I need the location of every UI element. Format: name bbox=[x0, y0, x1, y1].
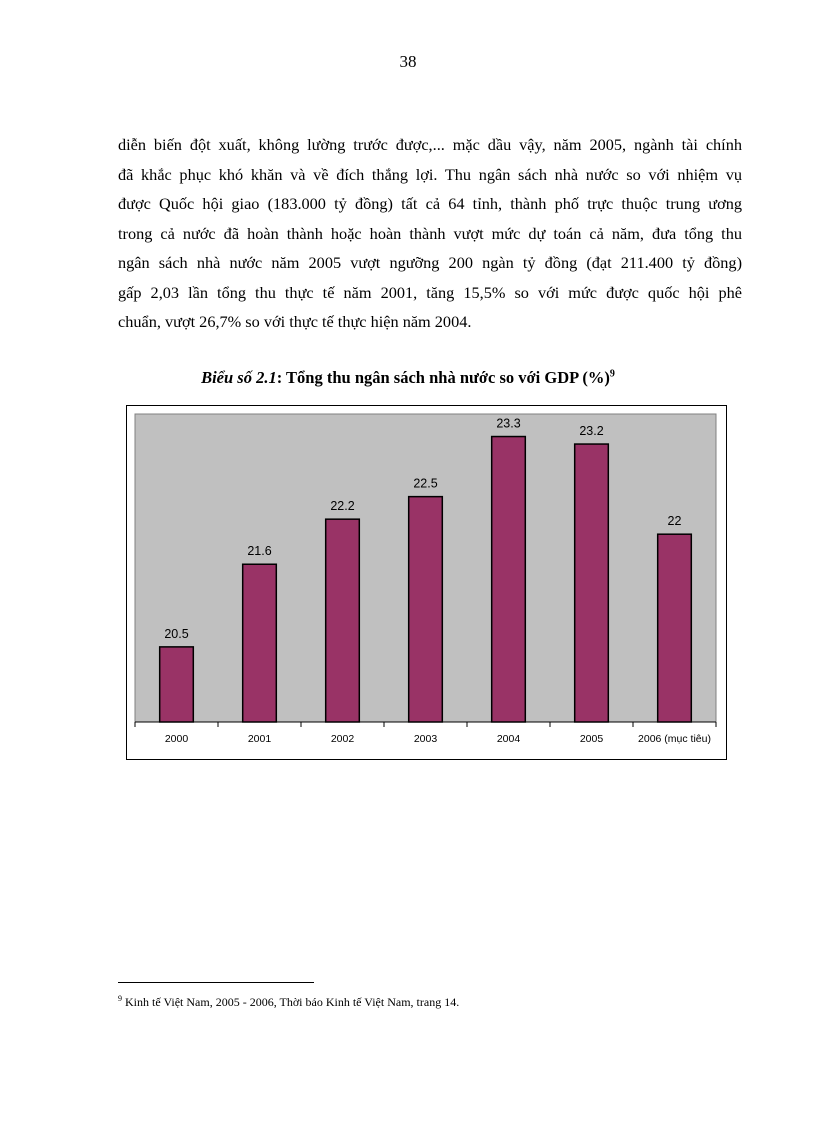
footnote-divider bbox=[118, 982, 314, 983]
body-line: đã khắc phục khó khăn và về đích thắng lợi. Thu ngân sách nhà nước so với nhiệm vụ bbox=[118, 164, 742, 184]
body-line: được Quốc hội giao (183.000 tỷ đồng) tất cả 64 tỉnh, thành phố trực thuộc trung ương bbox=[118, 194, 742, 213]
chart-caption bbox=[0, 368, 816, 388]
body-line: gấp 2,03 lần tổng thu thực tế năm 2001, tăng 15,5% so với mức được quốc hội phê bbox=[118, 282, 742, 302]
body-paragraph bbox=[118, 130, 742, 337]
body-line: chuẩn, vượt 26,7% so với thực tế thực hiện năm 2004. bbox=[118, 312, 472, 331]
data-label: 22 bbox=[667, 514, 682, 529]
body-line: ngân sách nhà nước năm 2005 vượt ngưỡng 200 ngàn tỷ đồng (đạt 211.400 tỷ đồng) bbox=[118, 253, 742, 272]
data-label: 20.5 bbox=[164, 626, 189, 641]
x-tick-label: 2004 bbox=[496, 733, 521, 745]
bar bbox=[492, 437, 526, 722]
body-line: diễn biến đột xuất, không lường trước được,... mặc dầu vậy, năm 2005, ngành tài chính bbox=[118, 135, 742, 154]
footnote-number: 9 bbox=[118, 994, 122, 1003]
bar bbox=[658, 534, 692, 722]
x-tick-label: 2006 (mục tiêu) bbox=[638, 733, 711, 745]
chart-frame bbox=[126, 405, 727, 760]
bar bbox=[326, 519, 360, 722]
data-label: 23.2 bbox=[579, 424, 604, 439]
data-label: 21.6 bbox=[247, 544, 272, 559]
bar bbox=[575, 444, 609, 722]
footnote-reference: 9 bbox=[609, 368, 615, 380]
x-tick-label: 2000 bbox=[164, 733, 189, 745]
bar bbox=[409, 497, 443, 722]
chart-caption-label: Biểu số 2.1 bbox=[201, 368, 277, 387]
x-tick-label: 2001 bbox=[247, 733, 272, 745]
x-tick-label: 2005 bbox=[579, 733, 604, 745]
bar-chart bbox=[127, 406, 725, 758]
data-label: 22.5 bbox=[413, 476, 438, 491]
x-tick-label: 2003 bbox=[413, 733, 438, 745]
bar bbox=[160, 647, 194, 722]
data-label: 23.3 bbox=[496, 416, 521, 431]
chart-caption-text: : Tổng thu ngân sách nhà nước so với GDP (%) bbox=[276, 368, 610, 387]
body-line: trong cả nước đã hoàn thành hoặc hoàn thành vượt mức dự toán cả năm, đưa tổng thu bbox=[118, 223, 742, 243]
bar bbox=[243, 564, 277, 722]
footnote bbox=[118, 994, 459, 1010]
x-tick-label: 2002 bbox=[330, 733, 355, 745]
page-number: 38 bbox=[399, 52, 417, 71]
data-label: 22.2 bbox=[330, 499, 355, 514]
footnote-text: Kinh tế Việt Nam, 2005 - 2006, Thời báo Kinh tế Việt Nam, trang 14. bbox=[122, 995, 460, 1009]
